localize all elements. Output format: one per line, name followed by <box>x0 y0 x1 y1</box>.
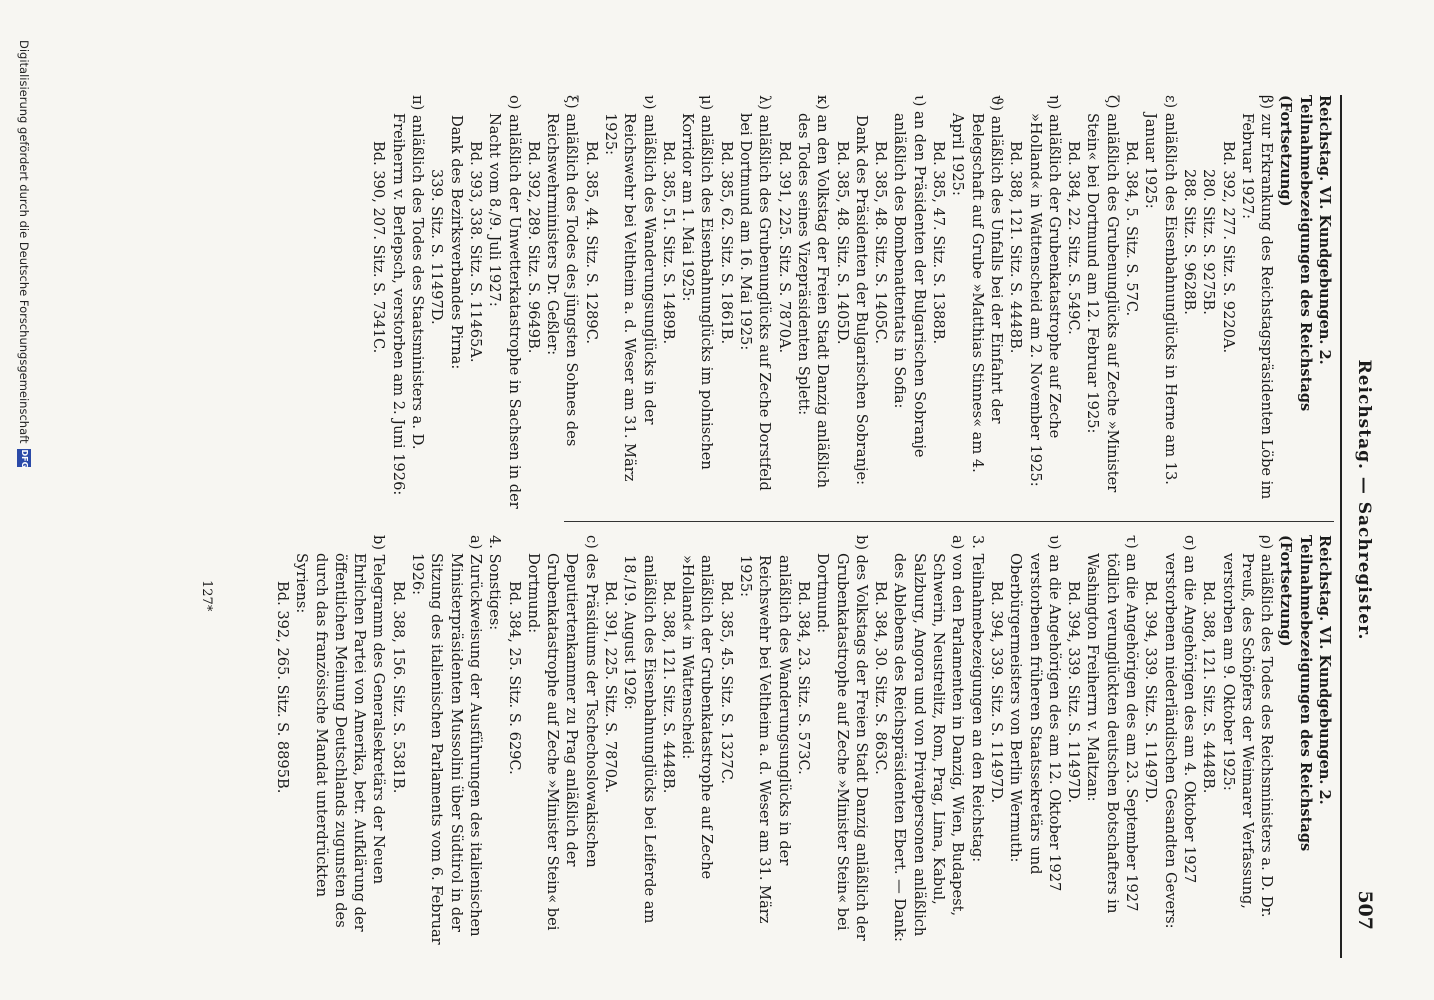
column-divider <box>564 521 1334 522</box>
reference: Bd. 394, 339. Sitz. S. 11497D. <box>1065 581 1083 804</box>
right-column <box>273 535 1334 955</box>
entry: ο) anläßlich der Unwetterkatastrophe in Sachsen in der Nacht vom 8./9. Juli 1927: <box>486 95 523 509</box>
left-column <box>369 95 1334 512</box>
entry: c) des Präsidiums der Tschechoslowakischen Deputiertenkammer zu Prag anläßlich der Grubenkatastrophe auf Zeche »Minister Stein« bei Dortmund: <box>524 535 600 931</box>
digitization-note: Digitalisierung gefördert durch die Deutsche Forschungsgemeinschaft <box>17 40 31 444</box>
entry: μ) anläßlich des Eisenbahnunglücks im polnischen Korridor am 1. Mai 1925: <box>679 95 716 470</box>
reference: Bd. 390, 207. Sitz. S. 7341C. <box>370 141 388 354</box>
entry-note: Dank des Bezirksverbandes Pirna: <box>447 115 465 370</box>
entry: b) Telegramm des Generalsekretärs der Neuen Ehrlichen Partei von Amerika, betr. Aufklärung der öffentlichen Meinung Deutschlands zugunsten des durch das französische Mandat unterdrückten Syriens: <box>293 535 388 932</box>
entry: ξ) anläßlich des Todes des jüngsten Sohnes des Reichswehrministers Dr. Geßler: <box>544 95 581 447</box>
reference: Bd. 384, 5. Sitz. S. 57C. <box>1123 141 1141 317</box>
entry-note: anläßlich der Grubenkatastrophe auf Zeche »Holland« in Wattenscheid: <box>679 555 716 880</box>
reference: 288. Sitz. S. 9628B. <box>1180 169 1198 315</box>
reference: Bd. 384, 23. Sitz. S. 573C. <box>794 581 812 775</box>
reference: 280. Sitz. S. 9275B. <box>1200 169 1218 315</box>
digitization-credit <box>17 40 31 467</box>
column-heading: Reichstag. VI. Kundgebungen. 2. Teilnahmebezeigungen des Reichstags (Fortsetzung) <box>1277 95 1333 412</box>
reference: Bd. 394, 339. Sitz. S. 11497D. <box>1142 581 1160 804</box>
entry-note: anläßlich des Eisenbahnunglücks bei Leiferde am 18./19. August 1926: <box>621 555 658 924</box>
reference: Bd. 391, 225. Sitz. S. 7870A. <box>602 581 620 794</box>
entry-note: anläßlich des Wanderungsunglücks in der Reichswehr bei Veltheim a. d. Weser am 31. März 1925: <box>737 555 793 924</box>
column-heading: Reichstag. VI. Kundgebungen. 2. Teilnahmebezeigungen des Reichstags (Fortsetzung) <box>1277 535 1333 852</box>
reference: Bd. 393, 338. Sitz. S. 11465A. <box>466 141 484 363</box>
entry-note: Dank des Präsidenten der Bulgarischen Sobranje: <box>852 115 870 486</box>
entry: κ) an den Volkstag der Freien Stadt Danzig anläßlich des Todes seines Vizepräsidenten Splett: <box>794 95 832 489</box>
reference: Bd. 388, 121. Sitz. S. 4448B. <box>1200 581 1218 794</box>
reference: Bd. 385, 62. Sitz. S. 1861B. <box>717 141 735 345</box>
section-heading: 4. Sonstiges: <box>486 535 504 631</box>
reference: Bd. 385, 48. Sitz. S. 1405D. <box>833 141 851 345</box>
entry: ε) anläßlich des Eisenbahnunglücks in Herne am 13. Januar 1925: <box>1142 95 1179 485</box>
entry: ρ) anläßlich des Todes des Reichsministers a. D. Dr. Preuß, des Schöpfers der Weimarer Verfassung, verstorben am 9. Oktober 1925: <box>1219 535 1276 918</box>
entry: b) des Volkstags der Freien Stadt Danzig anläßlich der Grubenkatastrophe auf Zeche »Minister Stein« bei Dortmund: <box>814 535 870 941</box>
entry: τ) an die Angehörigen des am 23. September 1927 tödlich verunglückten deutschen Botschafters in Washington Freiherrn v. Maltzan: <box>1084 535 1141 914</box>
reference: Bd. 384, 25. Sitz. S. 629C. <box>505 581 523 775</box>
reference: Bd. 385, 48. Sitz. S. 1405C. <box>872 141 890 345</box>
entry: π) anläßlich des Todes des Staatsministers a. D. Freiherrn v. Berlepsch, verstorben am 2. Juni 1926: <box>389 95 427 496</box>
entry: β) zur Erkrankung des Reichstagspräsidenten Löbe im Februar 1927: <box>1238 95 1276 500</box>
entry: λ) anläßlich des Grubenunglücks auf Zeche Dorstfeld bei Dortmund am 16. Mai 1925: <box>737 95 774 491</box>
entry: σ) an die Angehörigen des am 4. Oktober 1927 verstorbenen niederländischen Gesandten Gevers: <box>1161 535 1198 929</box>
reference: Bd. 384, 22. Sitz. S. 549C. <box>1065 141 1083 335</box>
reference: Bd. 388, 156. Sitz. S. 5381B. <box>389 581 407 794</box>
dfg-logo-icon: DFG <box>17 449 31 467</box>
entry: ι) an den Präsidenten der Bulgarischen Sobranje anläßlich des Bombenattentats in Sofia: <box>891 95 928 458</box>
sheet-mark: 127* <box>199 580 214 612</box>
reference: Bd. 388, 121. Sitz. S. 4448B. <box>1007 141 1025 354</box>
reference: Bd. 392, 289. Sitz. S. 9649B. <box>524 141 542 354</box>
entry: ζ) anläßlich des Grubenunglücks auf Zeche »Minister Stein« bei Dortmund am 12. Februar 1925: <box>1084 95 1121 493</box>
entry: a) von den Parlamenten in Danzig, Wien, Budapest, Schwerin, Neustrelitz, Rom, Prag, Lima, Kabul, Salzburg, Angora und von Privatpersonen anläßlich des Ablebens des Reichspräsidenten Ebert. — Dank: <box>891 535 967 942</box>
reference: Bd. 392, 277. Sitz. S. 9220A. <box>1219 141 1237 354</box>
entry: ϑ) anläßlich des Unfalls bei der Einfahrt der Belegschaft auf Grube »Matthias Stinnes« am 4. April 1925: <box>949 95 1005 473</box>
header-rule <box>1340 95 1342 958</box>
reference: 339. Sitz. S. 11497D. <box>428 169 446 325</box>
running-header: Reichstag. — Sachregister. <box>1354 359 1374 641</box>
reference: Bd. 388, 121. Sitz. S. 4448B. <box>659 581 677 794</box>
reference: Bd. 394, 339. Sitz. S. 11497D. <box>987 581 1005 804</box>
entry: υ) an die Angehörigen des am 12. Oktober 1927 verstorbenen früheren Staatssekretärs und Oberbürgermeisters von Berlin Wermuth: <box>1007 535 1063 892</box>
entry: η) anläßlich der Grubenkatastrophe auf Zeche »Holland« in Wattenscheid am 2. November 1925: <box>1026 95 1063 487</box>
reference: Bd. 385, 45. Sitz. S. 1327C. <box>717 581 735 785</box>
reference: Bd. 385, 51. Sitz. S. 1489B. <box>659 141 677 345</box>
reference: Bd. 385, 47. Sitz. S. 1388B. <box>930 141 948 345</box>
reference: Bd. 385, 44. Sitz. S. 1289C. <box>582 141 600 345</box>
entry: ν) anläßlich des Wanderungsunglücks in der Reichswehr bei Veltheim a. d. Weser am 31. März 1925: <box>602 95 658 482</box>
entry: a) Zurückweisung der Ausführungen des italienischen Ministerpräsidenten Mussolini über Südtirol in der Sitzung des italienischen Parlaments vom 6. Februar 1926: <box>409 535 484 945</box>
reference: Bd. 384, 30. Sitz. S. 863C. <box>872 581 890 775</box>
reference: Bd. 391, 225. Sitz. S. 7870A. <box>775 141 793 354</box>
section-heading: 3. Teilnahmebezeigungen an den Reichstag: <box>968 535 986 863</box>
reference: Bd. 392, 265. Sitz. S. 8895B. <box>273 581 291 794</box>
page-number: 507 <box>1354 890 1376 930</box>
